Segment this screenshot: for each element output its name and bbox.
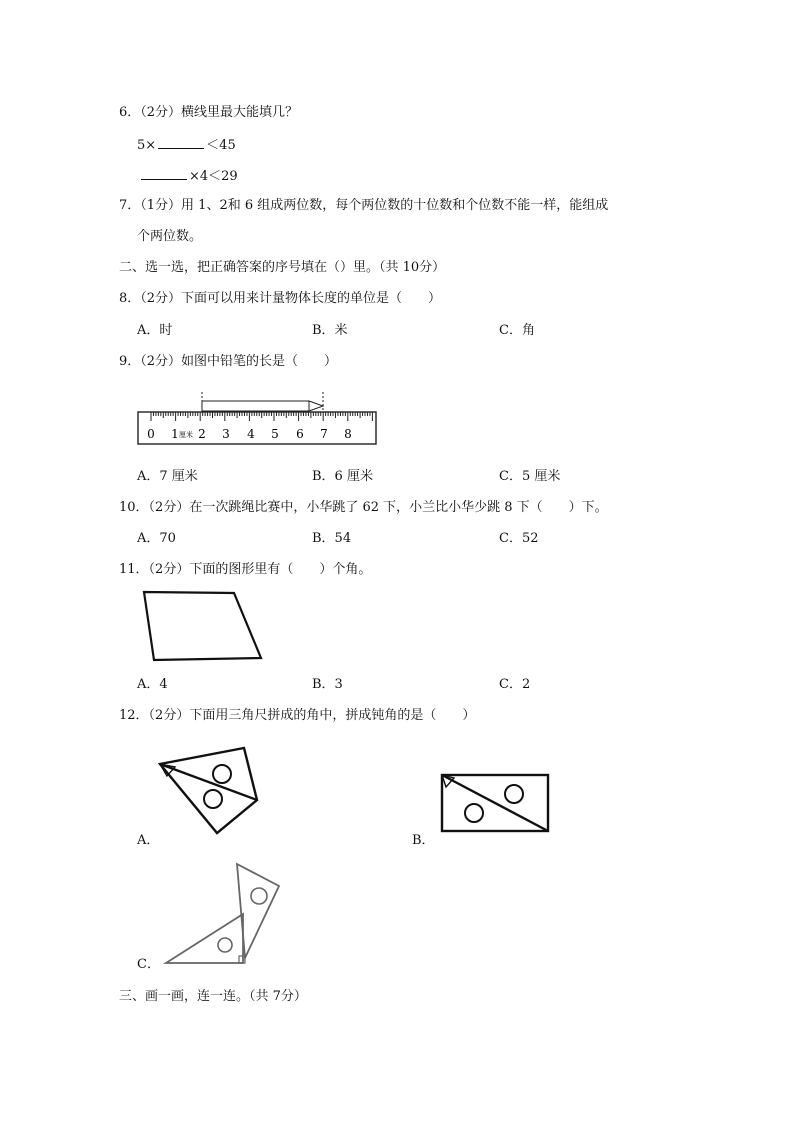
q12-option-a[interactable]: A．: [137, 833, 160, 848]
q8-option-c[interactable]: C．角: [499, 323, 535, 338]
q10-option-c[interactable]: C．52: [499, 531, 539, 546]
q10-stem: 10．（2分）在一次跳绳比赛中，小华跳了 62 下，小兰比小华少跳 8 下（ ）下。: [119, 500, 608, 515]
q12-option-b[interactable]: B．: [412, 833, 435, 848]
ruler-label-5: 5: [271, 427, 279, 441]
q9-stem: 9．（2分）如图中铅笔的长是（ ）: [119, 354, 338, 369]
ruler-label-unit: 厘米: [179, 431, 193, 439]
q8-option-b[interactable]: B．米: [312, 323, 348, 338]
ruler-label-0: 0: [147, 427, 155, 441]
q12-figure-b: [438, 771, 552, 835]
ruler-label-6: 6: [296, 427, 304, 441]
ruler-label-1: 1: [171, 427, 179, 441]
q6-blank-1[interactable]: [158, 136, 204, 149]
q6-line1: [137, 136, 236, 154]
ruler-label-4: 4: [247, 427, 255, 441]
q6-line2-right: ×4＜29: [189, 169, 238, 184]
q12-figure-a: [155, 743, 261, 836]
q9-option-a[interactable]: A．7 厘米: [137, 469, 198, 484]
ruler-label-7: 7: [320, 427, 328, 441]
q7-stem-cont: 个两位数。: [137, 229, 203, 244]
q10-option-b[interactable]: B．54: [312, 531, 352, 546]
q11-option-b[interactable]: B．3: [312, 677, 343, 692]
q11-option-a[interactable]: A．4: [137, 677, 168, 692]
q8-stem: 8．（2分）下面可以用来计量物体长度的单位是（ ）: [119, 291, 442, 306]
ruler-label-2: 2: [198, 427, 206, 441]
q12-stem: 12．（2分）下面用三角尺拼成的角中，拼成钝角的是（ ）: [119, 708, 476, 723]
q12-figure-c: [162, 860, 284, 968]
q11-stem: 11．（2分）下面的图形里有（ ）个角。: [119, 562, 372, 577]
q6-stem: 6．（2分）横线里最大能填几？: [119, 105, 299, 120]
q11-quadrilateral-figure: [140, 588, 265, 664]
q6-line1-right: ＜45: [206, 138, 236, 153]
q6-line2: [139, 167, 238, 185]
ruler-label-8: 8: [344, 427, 352, 441]
q9-ruler-figure: [135, 388, 380, 450]
q6-blank-2[interactable]: [141, 167, 187, 180]
q9-option-c[interactable]: C．5 厘米: [499, 469, 561, 484]
q12-option-c[interactable]: C．: [137, 957, 160, 972]
section3-heading: 三、画一画，连一连。（共 7分）: [119, 989, 307, 1004]
ruler-label-3: 3: [222, 427, 230, 441]
q10-option-a[interactable]: A．70: [137, 531, 176, 546]
q9-option-b[interactable]: B．6 厘米: [312, 469, 373, 484]
pencil-tip: [309, 401, 323, 411]
q11-option-c[interactable]: C．2: [499, 677, 531, 692]
q8-option-a[interactable]: A．时: [137, 323, 173, 338]
section2-heading: 二、选一选，把正确答案的序号填在（）里。（共 10分）: [119, 260, 446, 275]
q6-line1-left: 5×: [137, 138, 157, 153]
q7-stem: 7．（1分）用 1、2和 6 组成两位数，每个两位数的十位数和个位数不能一样，能组成: [119, 198, 609, 213]
pencil-body: [202, 401, 309, 411]
